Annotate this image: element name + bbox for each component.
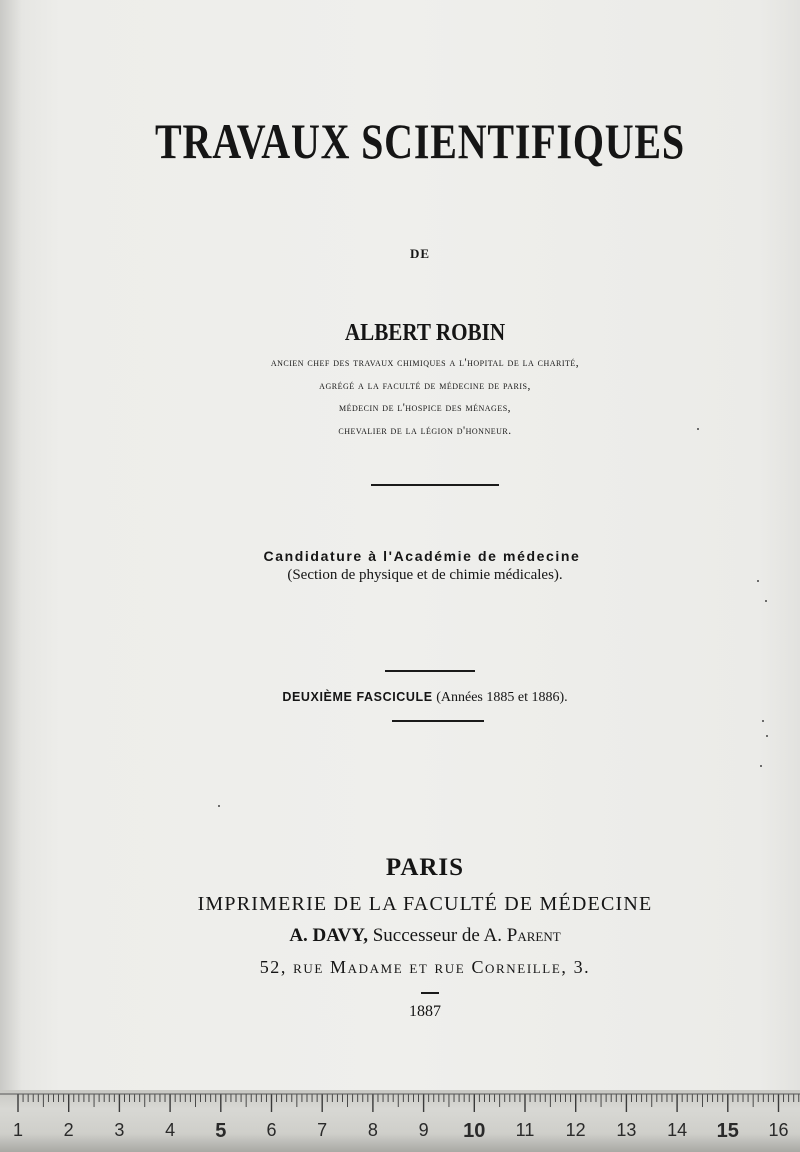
- publisher-successor: Successeur de A.: [367, 925, 507, 946]
- imprint-city: PARIS: [385, 854, 465, 881]
- divider-rule: [385, 670, 475, 672]
- page-title: TRAVAUX SCIENTIFIQUES: [155, 113, 685, 169]
- credential-line: chevalier de la légion d'honneur.: [338, 425, 512, 437]
- credential-line: agrégé a la faculté de médecine de paris,: [319, 380, 531, 392]
- ruler-number: 16: [768, 1120, 789, 1140]
- fascicule-years: (Années 1885 et 1886).: [432, 690, 568, 705]
- ruler-number: 2: [63, 1120, 74, 1140]
- ruler-number: 8: [367, 1120, 378, 1140]
- measuring-ruler: [0, 1090, 800, 1152]
- ruler-number: 14: [667, 1120, 688, 1140]
- divider-rule: [371, 484, 499, 486]
- by-label: DE: [409, 246, 431, 261]
- ruler-number: 7: [317, 1120, 328, 1140]
- candidature-section: (Section de physique et de chimie médicales).: [287, 567, 563, 583]
- credential-line: médecin de l'hospice des ménages,: [338, 402, 512, 414]
- divider-rule: [392, 720, 484, 722]
- ruler-number: 6: [266, 1120, 277, 1140]
- credential-line: ancien chef des travaux chimiques a l'hopital de la charité,: [270, 357, 580, 369]
- ruler-number: 13: [616, 1120, 637, 1140]
- year-dash: [421, 992, 439, 994]
- publisher-predecessor: Parent: [506, 925, 561, 946]
- ruler-number: 4: [165, 1120, 176, 1140]
- ruler-number: 10: [463, 1120, 486, 1142]
- ruler-number: 12: [565, 1120, 586, 1140]
- ruler-number: 5: [215, 1120, 227, 1142]
- imprint-year: 1887: [409, 1003, 441, 1020]
- ruler-number: 3: [114, 1120, 125, 1140]
- ruler-number: 11: [515, 1120, 535, 1140]
- fascicule-line: [25, 690, 800, 706]
- fascicule-label: DEUXIÈME FASCICULE: [282, 690, 433, 704]
- imprint-publisher: [25, 925, 800, 947]
- candidature-heading: Candidature à l'Académie de médecine: [263, 548, 581, 564]
- ruler-number: 15: [716, 1120, 739, 1142]
- author-name: ALBERT ROBIN: [344, 320, 506, 346]
- ruler-number: 1: [12, 1120, 24, 1140]
- imprint-printer: IMPRIMERIE DE LA FACULTÉ DE MÉDECINE: [197, 893, 653, 915]
- publisher-name: A. DAVY,: [289, 925, 368, 946]
- ruler-number: 9: [418, 1120, 429, 1140]
- imprint-address: 52, rue Madame et rue Corneille, 3.: [259, 957, 591, 977]
